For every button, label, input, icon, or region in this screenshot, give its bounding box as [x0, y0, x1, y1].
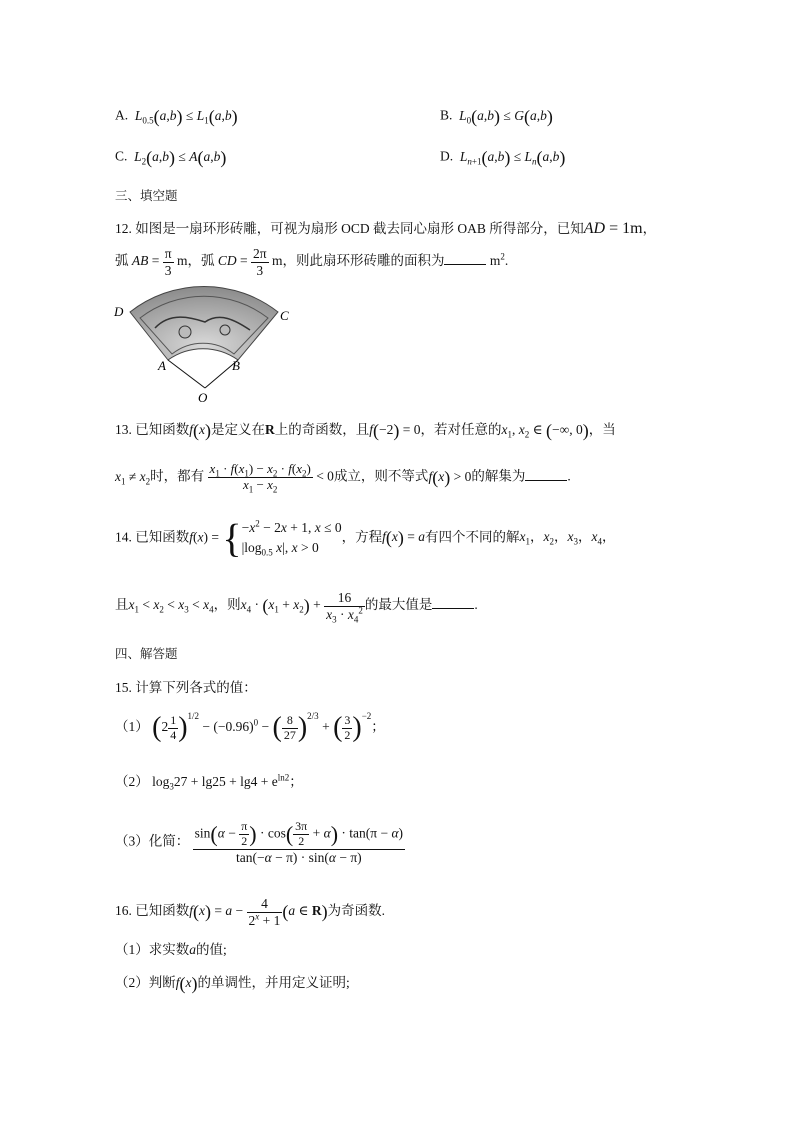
q16-line1	[115, 896, 385, 928]
label-o: O	[198, 390, 208, 404]
q13-line2: $x_1 \ne x_2$时，都有 $\frac{x_1 \cdot f(x_1) - x_2 \cdot f(x_2)}{x_1 - x_2}$ < 0成立，则不等式f(x) > 0的解集为 .	[115, 461, 571, 495]
option-a-formula: $L_{0.5}(a,b) \le L_1(a,b)$	[134, 106, 238, 126]
q15-title	[115, 676, 257, 696]
q14-piecewise: $-x^2 - 2x + 1$, x ≤ 0 $|\log_{0.5}$ x|, x > 0	[241, 518, 342, 558]
q14-text2: ，方程	[341, 529, 383, 545]
q16-part1-tail: 的值;	[196, 942, 227, 957]
q14-line1	[115, 515, 616, 561]
q14-eq: f(x) = a	[382, 527, 426, 548]
q16-var-a: a	[189, 942, 196, 957]
option-a	[115, 106, 238, 127]
section-fill-heading: 三、填空题	[115, 188, 178, 203]
q15-part2	[115, 770, 303, 790]
q15-part3-label: （3）化简：	[115, 833, 190, 849]
q16-part2	[115, 971, 350, 994]
q13-line1	[115, 418, 616, 441]
q12-text1: 如图是一扇环形砖雕，可视为扇形 OCD 截去同心扇形 OAB 所得部分，已知	[135, 221, 584, 236]
q13-text3: 上的奇函数，且	[274, 422, 370, 437]
q14-text6: 的最大值是	[364, 597, 433, 613]
q12-line2: 弧 AB = $\frac{\pi}{3}$ m，弧 CD = $\frac{2\pi}{3}$ m，则此扇环形砖雕的面积为 $m^2$.	[115, 246, 509, 278]
q14-expr: $x_4 \cdot (x_1 + x_2)$ + $\frac{16}{x_3 \cdot x_4^2}$	[240, 590, 363, 625]
q14-number: 14.	[115, 529, 132, 545]
q12-ad-formula: AD = 1m	[583, 220, 643, 237]
q13-ineq: f(x) > 0	[428, 466, 472, 487]
q15-number: 15.	[115, 680, 132, 695]
q16-part1	[115, 938, 227, 958]
q14-fx: f(x) =	[189, 529, 223, 545]
q15-part1-formula: (2 $\frac{1}{4}$ )$^{1/2} - (-0.96)^0$ − ( $\frac{8}{27}$ )$^{2/3}$ + ( $\frac{3}{2}$ )$^{-2}$	[152, 711, 372, 743]
q13-text1: 已知函数	[135, 422, 190, 437]
q13-x1-neq-x2: $x_1 \ne x_2$	[115, 468, 151, 487]
q12-comma1: ，	[642, 221, 657, 236]
q12-arc-label1: 弧	[115, 253, 129, 269]
q13-fx: f(x)	[189, 420, 212, 441]
q13-fraction: $\frac{x_1 \cdot f(x_1) - x_2 \cdot f(x_2)}{x_1 - x_2}$	[209, 461, 311, 495]
option-c-label: C.	[115, 148, 128, 164]
q13-text8: 的解集为	[471, 468, 526, 484]
option-b-formula: $L_0(a,b) \le G(a,b)$	[459, 106, 553, 126]
q12-line1	[115, 217, 656, 238]
q15-title-text: 计算下列各式的值：	[135, 680, 257, 695]
q12-comma2: ，	[187, 253, 201, 269]
q15-part1-label: （1）	[115, 719, 149, 735]
q14-text3: 有四个不同的解	[425, 529, 520, 545]
q16-formula: f(x) = a − $\frac{4}{2^x + 1}$ (a ∈ R)	[189, 896, 328, 928]
q12-unit: $m^2$	[489, 251, 505, 269]
q12-arc-label2: 弧	[200, 253, 215, 269]
answer-blank	[432, 596, 474, 609]
q16-part1-text: （1）求实数	[115, 942, 190, 957]
option-d	[440, 147, 565, 168]
q13-text6: 时，都有	[150, 468, 205, 484]
label-b: B	[232, 358, 240, 373]
q14-order: $x_1 < x_2 < x_3 < x_4$	[128, 597, 214, 615]
answer-blank	[525, 468, 567, 481]
q12-tail: ，则此扇环形砖雕的面积为	[282, 253, 445, 269]
option-d-formula: $L_{n+1}(a,b) \le L_n(a,b)$	[459, 147, 566, 167]
q13-text4: ，若对任意的	[420, 422, 502, 437]
q16-fx: f(x)	[175, 973, 198, 994]
section-solve-heading: 四、解答题	[115, 646, 178, 661]
q13-text2: 是定义在	[211, 422, 266, 437]
line-ao	[168, 360, 205, 388]
q16-part2-tail: 的单调性，并用定义证明;	[197, 975, 350, 990]
q12-number: 12.	[115, 221, 132, 236]
q14-brace: {	[222, 515, 242, 561]
q15-semicolon1: ；	[371, 719, 385, 735]
label-c: C	[280, 308, 289, 323]
option-b-label: B.	[440, 107, 453, 123]
option-c	[115, 147, 226, 168]
q12-ab-formula: AB = $\frac{\pi}{3}$ m	[131, 246, 188, 278]
sector-brick-carving-figure	[110, 282, 295, 404]
answer-blank	[444, 252, 486, 265]
q14-text5: ，则	[213, 597, 241, 613]
q16-part2-text: （2）判断	[115, 975, 176, 990]
q12-cd-formula: CD = $\frac{2\pi}{3}$ m	[217, 246, 283, 278]
q14-roots: $x_1$，$x_2$，$x_3$，$x_4$，	[519, 529, 616, 548]
q13-r-symbol: R	[265, 422, 275, 437]
label-d: D	[114, 304, 124, 319]
q14-line2: 且$x_1 < x_2 < x_3 < x_4$，则$x_4 \cdot (x_1 + x_2)$ + $\frac{16}{x_3 \cdot x_4^2}$ 的最大值是 .	[115, 590, 478, 625]
q16-text2: 为奇函数.	[327, 903, 386, 919]
q13-lt0: < 0	[316, 468, 334, 484]
option-a-label: A.	[115, 107, 129, 123]
q16-text1: 已知函数	[135, 903, 190, 919]
q15-part1	[115, 712, 385, 744]
q15-part3	[115, 820, 405, 865]
q15-part3-formula: sin(α − $\frac{\pi}{2}$ ) · cos( $\frac{3\pi}{2}$ + α) · tan(π − α) tan(−α − π) · sin(α − π)	[194, 819, 404, 865]
option-b	[440, 106, 553, 127]
q13-f-neg2: f(−2) = 0	[369, 420, 421, 441]
q13-text7: 成立，则不等式	[333, 468, 429, 484]
q13-interval: $x_1$, $x_2$ ∈ (−∞, 0)	[501, 420, 589, 441]
q16-number: 16.	[115, 903, 132, 919]
q14-text1: 已知函数	[135, 529, 190, 545]
carving-image	[130, 286, 278, 360]
q13-text5: ，当	[588, 422, 616, 437]
option-c-formula: $L_2(a,b) \le A(a,b)$	[134, 147, 227, 167]
q15-part2-formula: $\log_327 + \lg 25 + \lg 4 + e^{ln2}$	[152, 772, 290, 792]
q14-text4: 且	[115, 597, 129, 613]
q13-number: 13.	[115, 422, 132, 437]
label-a: A	[158, 358, 166, 373]
q15-semicolon2: ；	[289, 774, 303, 789]
q15-part2-label: （2）	[115, 774, 149, 789]
option-d-label: D.	[440, 148, 454, 164]
